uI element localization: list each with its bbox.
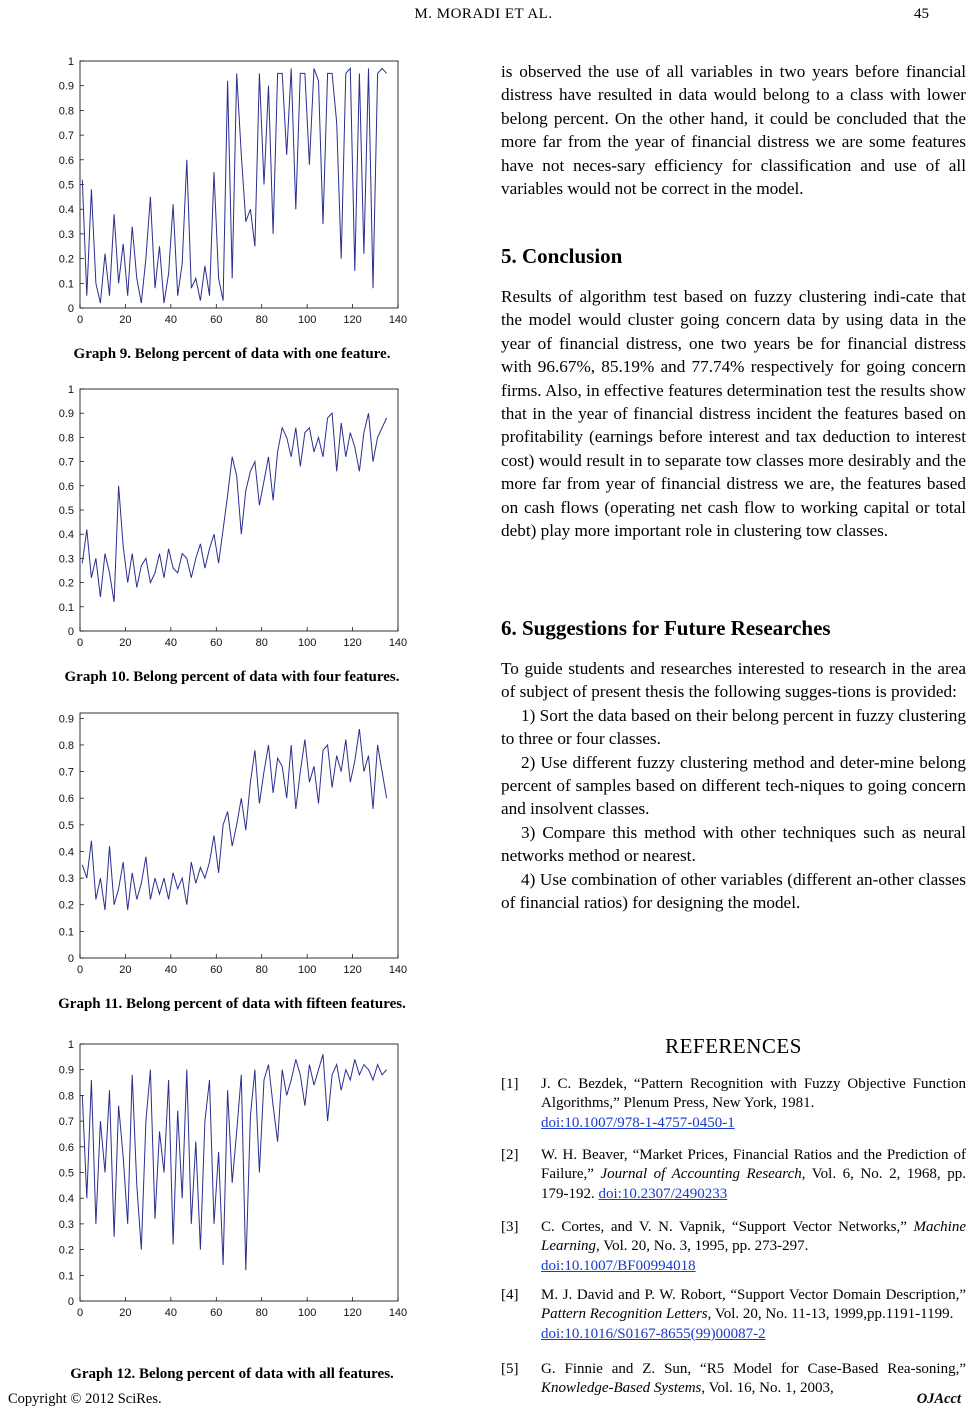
x-tick-label: 140: [388, 1307, 408, 1319]
plot-frame: [80, 1044, 398, 1301]
reference-text: W. H. Beaver, “Market Prices, Financial Ratios and the Prediction of Failure,”: [541, 1147, 966, 1183]
graph-10-caption: Graph 10. Belong percent of data with four features.: [64, 669, 400, 685]
x-tick-label: 80: [255, 964, 268, 976]
graph-11-caption: Graph 11. Belong percent of data with fifteen features.: [58, 996, 406, 1012]
y-tick-label: 0.1: [58, 1270, 74, 1283]
suggestion-item: 1) Sort the data based on their belong percent in fuzzy clustering to three or four classes.: [501, 705, 966, 749]
heading-suggestions: 6. Suggestions for Future Researches: [501, 616, 831, 640]
reference-journal: Pattern Recognition Letters: [541, 1306, 708, 1323]
x-tick-label: 0: [76, 314, 84, 326]
plot-frame: [80, 61, 398, 308]
reference-journal: Journal of Accounting Research: [600, 1166, 802, 1183]
y-tick-label: 0.9: [58, 80, 74, 93]
y-tick-label: 0.3: [58, 873, 74, 886]
x-tick-label: 20: [119, 1307, 132, 1319]
y-tick-label: 0.1: [58, 601, 74, 614]
reference-text: M. J. David and P. W. Robort, “Support Vector Domain Description,”: [541, 1287, 966, 1303]
reference-text: C. Cortes, and V. N. Vapnik, “Support Vector Networks,”: [541, 1219, 914, 1235]
y-tick-label: 0.8: [58, 432, 74, 445]
x-tick-label: 120: [343, 964, 362, 976]
x-tick-label: 40: [164, 1307, 177, 1319]
y-tick-label: 0.5: [58, 819, 74, 832]
reference-item: [501, 1286, 966, 1344]
y-tick-label: 0.2: [58, 899, 74, 912]
y-tick-label: 0.4: [58, 846, 74, 859]
graph-11: [40, 707, 410, 980]
heading-conclusion: 5. Conclusion: [501, 244, 623, 268]
y-tick-label: 0: [67, 626, 74, 638]
y-tick-label: 0.9: [58, 408, 74, 421]
y-tick-label: 0.3: [58, 553, 74, 566]
x-tick-label: 120: [343, 1307, 362, 1319]
reference-doi-link[interactable]: doi:10.1016/S0167-8655(99)00087-2: [541, 1325, 766, 1342]
suggestion-item: 2) Use different fuzzy clustering method and deter-mine belong percent of samples based on different tech-niques to going concern and insolvent classes.: [501, 752, 966, 819]
paragraph-conclusion: Results of algorithm test based on fuzzy clustering indi-cate that the model would cluster going concern data by using data in the year of financial distress, one two years be for financial distress with 96.67%, 85.19% and 77.74% respectively for going concern firms. Also, in effective features determination test the results show that in the year of financial distress incident the features based on profitability (earnings before interest and tax deduction to interest cost) would result in to separate tow classes more desirably and the more far from year of financial distress we are, the features based on cash flows (operating net cash flow to working capital or total debt) play more important role in clustering tow classes.: [501, 287, 966, 541]
y-tick-label: 0.1: [58, 278, 74, 291]
y-tick-label: 0.3: [58, 1218, 74, 1231]
x-tick-label: 0: [76, 637, 84, 649]
reference-journal: Machine Learning: [541, 1219, 966, 1255]
y-tick-label: 1: [67, 1039, 74, 1051]
reference-text-tail: , Vol. 20, No. 11-13, 1999,pp.1191-1199.: [707, 1306, 954, 1323]
x-tick-label: 60: [210, 314, 223, 326]
y-tick-label: 1: [67, 56, 74, 68]
reference-number: [3]: [501, 1219, 519, 1235]
suggestions-section: [501, 617, 966, 640]
graph-12: [40, 1038, 410, 1323]
graph-12-chart: [40, 1038, 410, 1323]
graph-9: [40, 55, 410, 330]
graph-9-chart: [40, 55, 410, 330]
y-tick-label: 0.5: [58, 1167, 74, 1180]
reference-number: [2]: [501, 1147, 519, 1163]
graph-11-chart: [40, 707, 410, 980]
x-tick-label: 100: [297, 964, 317, 976]
reference-number: [1]: [501, 1076, 519, 1092]
y-tick-label: 0: [67, 303, 74, 315]
reference-doi-link[interactable]: doi:10.2307/2490233: [598, 1185, 728, 1202]
x-tick-label: 60: [210, 964, 223, 976]
x-tick-label: 20: [119, 964, 132, 976]
graph-9-caption: Graph 9. Belong percent of data with one feature.: [73, 346, 391, 362]
reference-doi-link[interactable]: doi:10.1007/978-1-4757-0450-1: [541, 1114, 735, 1131]
y-tick-label: 0: [67, 953, 74, 965]
y-tick-label: 0.5: [58, 505, 74, 517]
reference-text: J. C. Bezdek, “Pattern Recognition with Fuzzy Objective Function Algorithms,” Plenum Press, New York, 1981.: [541, 1076, 966, 1112]
x-tick-label: 60: [210, 1307, 223, 1319]
conclusion-section: [501, 245, 966, 268]
reference-text-tail: , Vol. 16, No. 1, 2003,: [701, 1380, 834, 1397]
y-tick-label: 0.6: [58, 154, 74, 167]
reference-item: [501, 1360, 966, 1399]
y-tick-label: 0.1: [58, 926, 74, 939]
y-tick-label: 0.7: [58, 456, 74, 469]
reference-doi-link[interactable]: doi:10.1007/BF00994018: [541, 1257, 696, 1274]
paragraph-suggestions-intro: To guide students and researches interested to research in the area of subject of present thesis the following sugges-tions is provided:: [501, 659, 966, 702]
x-tick-label: 120: [343, 314, 362, 326]
y-tick-label: 0.6: [58, 480, 74, 493]
y-tick-label: 0.8: [58, 105, 74, 118]
suggestions-body: [501, 657, 966, 914]
x-tick-label: 80: [255, 314, 268, 326]
footer-journal: OJAcct: [916, 1391, 961, 1407]
x-tick-label: 80: [255, 637, 268, 649]
x-tick-label: 40: [164, 314, 177, 326]
x-tick-label: 60: [210, 637, 223, 649]
y-tick-label: 0.8: [58, 1090, 74, 1103]
y-tick-label: 0.4: [58, 1193, 74, 1206]
x-tick-label: 0: [76, 1307, 84, 1319]
reference-text-tail: , Vol. 6, No. 2, 1968, pp. 179-192.: [541, 1166, 966, 1202]
suggestion-item: 4) Use combination of other variables (different an-other classes of financial ratios) for designing the model.: [501, 869, 966, 913]
footer-copyright: Copyright © 2012 SciRes.: [8, 1391, 162, 1407]
y-tick-label: 0.6: [58, 793, 74, 806]
y-tick-label: 0.5: [58, 179, 74, 192]
reference-journal: Knowledge-Based Systems: [541, 1380, 702, 1397]
reference-number: [5]: [501, 1361, 519, 1377]
y-tick-label: 0.7: [58, 1116, 74, 1129]
graph-12-caption: Graph 12. Belong percent of data with all features.: [70, 1366, 394, 1382]
y-tick-label: 0.9: [58, 1064, 74, 1077]
y-tick-label: 0.4: [58, 204, 74, 217]
x-tick-label: 40: [164, 637, 177, 649]
y-tick-label: 0.7: [58, 766, 74, 779]
y-tick-label: 1: [67, 384, 74, 396]
x-tick-label: 100: [297, 314, 317, 326]
x-tick-label: 80: [255, 1307, 268, 1319]
y-tick-label: 0.2: [58, 1244, 74, 1257]
page-number: 45: [914, 6, 929, 22]
graph-10-chart: [40, 383, 410, 653]
y-tick-label: 0.4: [58, 529, 74, 542]
x-tick-label: 100: [297, 637, 317, 649]
graph-10: [40, 383, 410, 653]
x-tick-label: 140: [388, 964, 408, 976]
y-tick-label: 0.7: [58, 130, 74, 143]
y-tick-label: 0.3: [58, 228, 74, 241]
x-tick-label: 100: [297, 1307, 317, 1319]
reference-number: [4]: [501, 1287, 519, 1303]
y-tick-label: 0.2: [58, 577, 74, 590]
plot-frame: [80, 713, 398, 958]
reference-text-tail: , Vol. 20, No. 3, 1995, pp. 273-297.: [596, 1238, 809, 1255]
x-tick-label: 140: [388, 314, 408, 326]
y-tick-label: 0.6: [58, 1141, 74, 1154]
y-tick-label: 0.9: [58, 713, 74, 726]
y-tick-label: 0.8: [58, 739, 74, 752]
x-tick-label: 0: [76, 964, 84, 976]
x-tick-label: 20: [119, 637, 132, 649]
running-head: M. MORADI ET AL.: [414, 6, 553, 22]
reference-text: G. Finnie and Z. Sun, “R5 Model for Case-Based Rea-soning,”: [541, 1361, 966, 1377]
suggestion-item: 3) Compare this method with other techniques such as neural networks method or nearest.: [501, 822, 966, 866]
x-tick-label: 120: [343, 637, 362, 649]
x-tick-label: 140: [388, 637, 408, 649]
reference-item: [501, 1218, 966, 1276]
right-column: [501, 60, 966, 200]
heading-references: REFERENCES: [665, 1034, 802, 1058]
y-tick-label: 0: [67, 1296, 74, 1308]
x-tick-label: 40: [164, 964, 177, 976]
reference-item: [501, 1075, 966, 1133]
paragraph-intro: is observed the use of all variables in two years before financial distress have resulted in data would belong to a class with lower belong percent. On the other hand, it could be concluded that the more far from the year of financial distress we are some features have not neces-sary efficiency for classification and use of all variables would not be correct in the model.: [501, 62, 966, 199]
conclusion-body: [501, 285, 966, 542]
y-tick-label: 0.2: [58, 253, 74, 266]
reference-item: [501, 1146, 966, 1204]
x-tick-label: 20: [119, 314, 132, 326]
